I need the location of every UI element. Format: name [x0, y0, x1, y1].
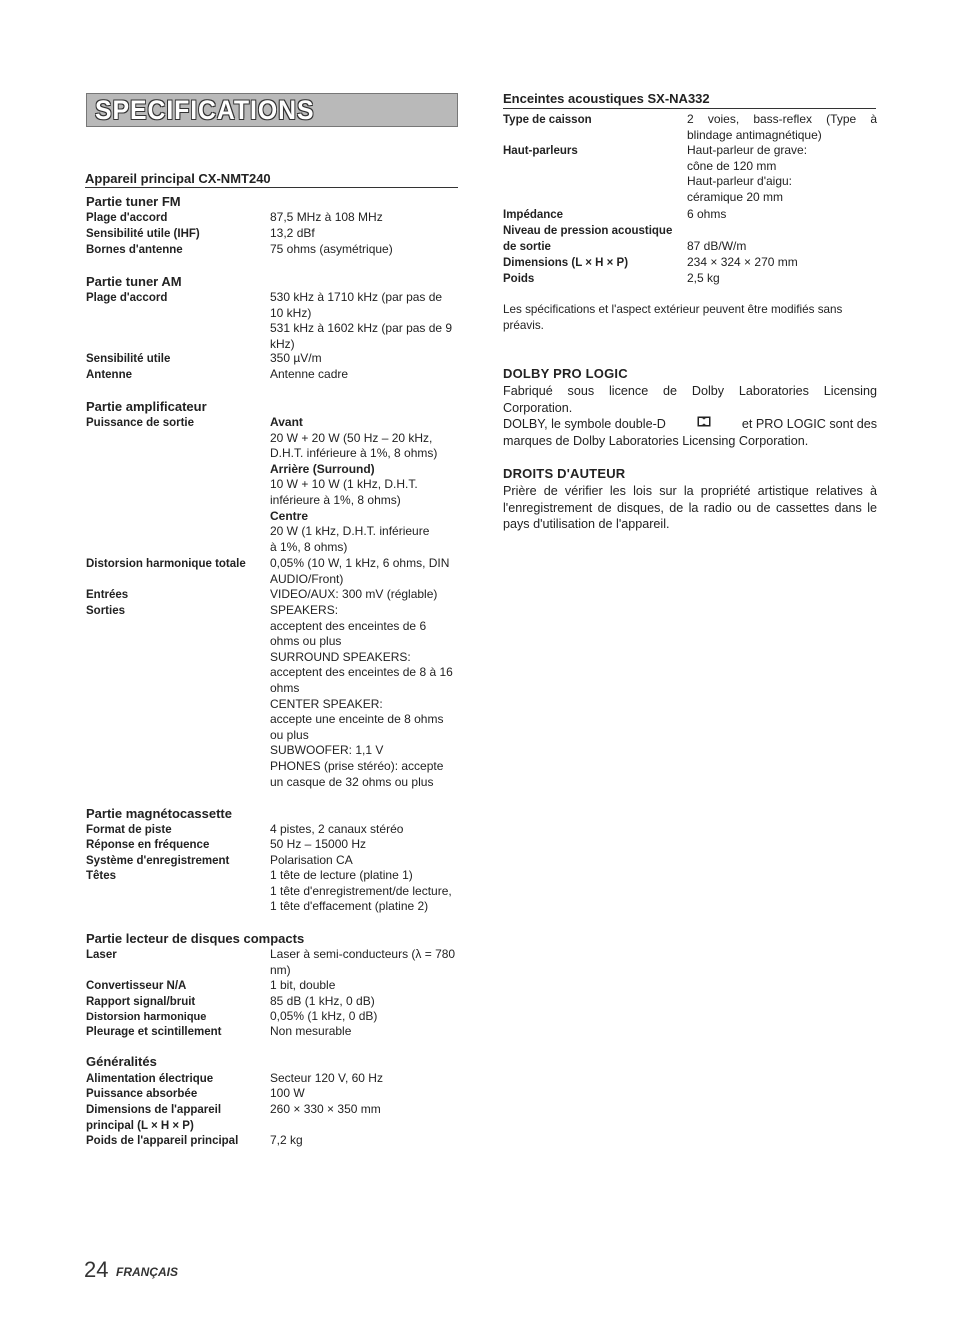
- cd-value-5: Non mesurable: [270, 1024, 352, 1038]
- am-label-3: Antenne: [86, 369, 132, 381]
- am-value-1: 530 kHz à 1710 kHz (par pas de 10 kHz) 531 kHz à 1602 kHz (par pas de 9 kHz): [270, 290, 453, 351]
- tape-value-4: 1 tête de lecture (platine 1) 1 tête d'enregistrement/de lecture, 1 tête d'effacement (platine 2): [270, 868, 452, 914]
- tape-value-2: 50 Hz – 15000 Hz: [270, 837, 367, 851]
- speakers-dims-value: 234 × 324 × 270 mm: [687, 255, 798, 269]
- cd-value-2: 1 bit, double: [270, 978, 336, 992]
- general-value-2: 100 W: [270, 1086, 305, 1100]
- speakers-weight-value: 2,5 kg: [687, 271, 720, 285]
- tape-label-2: Réponse en fréquence: [86, 839, 210, 851]
- copyright-text: Prière de vérifier les lois sur la propriété artistique relatives à l'enregistrement de disques, de la radio ou de cassettes dans le pays d'utilisation de l'appareil.: [503, 484, 877, 531]
- fm-value-3: 75 ohms (asymétrique): [270, 242, 393, 256]
- speakers-spl-label-1: Niveau de pression acoustique: [503, 225, 673, 237]
- specifications-banner: [86, 93, 458, 127]
- amp-inputs-label: Entrées: [86, 589, 129, 601]
- speakers-title: Enceintes acoustiques SX-NA332: [503, 91, 710, 106]
- amp-thd-value: 0,05% (10 W, 1 kHz, 6 ohms, DIN AUDIO/Front): [270, 556, 450, 586]
- am-heading: Partie tuner AM: [86, 274, 182, 289]
- dolby-double-d-icon: [697, 416, 711, 427]
- am-label-2: Sensibilité utile: [86, 353, 171, 365]
- cd-label-4: Distorsion harmonique: [86, 1011, 207, 1023]
- page-number: 24: [84, 1257, 109, 1282]
- speakers-type-value: 2 voies, bass-reflex (Type à blindage antimagnétique): [687, 112, 877, 142]
- fm-label-1: Plage d'accord: [86, 212, 168, 224]
- cd-label-3: Rapport signal/bruit: [86, 996, 196, 1008]
- banner-title: SPECIFICATIONS: [95, 95, 315, 125]
- copyright-heading: DROITS D'AUTEUR: [503, 466, 626, 481]
- am-label-1: Plage d'accord: [86, 292, 168, 304]
- cd-label-5: Pleurage et scintillement: [86, 1026, 222, 1038]
- speakers-drivers-label: Haut-parleurs: [503, 145, 578, 157]
- general-value-1: Secteur 120 V, 60 Hz: [270, 1071, 383, 1085]
- amp-inputs-value: VIDEO/AUX: 300 mV (réglable): [270, 587, 438, 601]
- speakers-impedance-value: 6 ohms: [687, 207, 727, 221]
- dolby-text: Fabriqué sous licence de Dolby Laboratories Licensing Corporation. DOLBY, le symbole double-D et PRO LOGIC sont des marques de Dolby Laboratories Licensing Corporation.: [503, 384, 877, 448]
- amp-power-label: Puissance de sortie: [86, 417, 195, 429]
- tape-value-3: Polarisation CA: [270, 853, 353, 867]
- general-label-3: Dimensions de l'appareil principal (L × H × P): [86, 1104, 222, 1132]
- title-divider: [85, 187, 458, 188]
- fm-value-2: 13,2 dBf: [270, 226, 315, 240]
- fm-heading: Partie tuner FM: [86, 194, 181, 209]
- amp-outputs-label: Sorties: [86, 605, 125, 617]
- amp-power-value: Avant 20 W + 20 W (50 Hz – 20 kHz, D.H.T. inférieure à 1%, 8 ohms) Arrière (Surround) 10 W + 10 W (1 kHz, D.H.T. inférieure à 1%, 8 ohms) Centre 20 W (1 kHz, D.H.T. inférieure à 1%, 8 ohms): [270, 415, 438, 554]
- general-value-3: 260 × 330 × 350 mm: [270, 1102, 381, 1116]
- cd-value-4: 0,05% (1 kHz, 0 dB): [270, 1009, 378, 1023]
- dolby-heading: DOLBY PRO LOGIC: [503, 366, 628, 381]
- general-label-2: Puissance absorbée: [86, 1088, 198, 1100]
- main-unit-title: Appareil principal CX-NMT240: [85, 171, 271, 186]
- tape-heading: Partie magnétocassette: [86, 806, 232, 821]
- tape-label-1: Format de piste: [86, 824, 172, 836]
- fm-value-1: 87,5 MHz à 108 MHz: [270, 210, 383, 224]
- speakers-dims-label: Dimensions (L × H × P): [503, 257, 629, 269]
- tape-value-1: 4 pistes, 2 canaux stéréo: [270, 822, 404, 836]
- cd-heading: Partie lecteur de disques compacts: [86, 931, 305, 946]
- tape-label-3: Système d'enregistrement: [86, 855, 230, 867]
- cd-value-3: 85 dB (1 kHz, 0 dB): [270, 994, 375, 1008]
- specs-notice: Les spécifications et l'aspect extérieur peuvent être modifiés sans préavis.: [503, 303, 843, 332]
- fm-label-3: Bornes d'antenne: [86, 244, 183, 256]
- footer-language: FRANÇAIS: [116, 1265, 178, 1279]
- general-label-1: Alimentation électrique: [86, 1073, 214, 1085]
- am-value-2: 350 µV/m: [270, 351, 322, 365]
- amp-thd-label: Distorsion harmonique totale: [86, 558, 246, 570]
- speakers-type-label: Type de caisson: [503, 114, 592, 126]
- cd-value-1: Laser à semi-conducteurs (λ = 780 nm): [270, 947, 456, 977]
- speakers-drivers-value: Haut-parleur de grave: cône de 120 mm Haut-parleur d'aigu: céramique 20 mm: [687, 143, 808, 204]
- tape-label-4: Têtes: [86, 870, 117, 882]
- amp-heading: Partie amplificateur: [86, 399, 207, 414]
- general-value-4: 7,2 kg: [270, 1133, 303, 1147]
- cd-label-1: Laser: [86, 949, 117, 961]
- amp-outputs-value: SPEAKERS: acceptent des enceintes de 6 ohms ou plus SURROUND SPEAKERS: acceptent des enceintes de 8 à 16 ohms CENTER SPEAKER: accepte une enceinte de 8 ohms ou plus SUBWOOFER: 1,1 V PHONES (prise stéréo): accepte un casque de 32 ohms ou plus: [270, 603, 453, 789]
- cd-label-2: Convertisseur N/A: [86, 980, 187, 992]
- speakers-impedance-label: Impédance: [503, 209, 564, 221]
- fm-label-2: Sensibilité utile (IHF): [86, 228, 200, 240]
- general-label-4: Poids de l'appareil principal: [86, 1135, 239, 1147]
- speakers-spl-label-2: de sortie: [503, 241, 551, 253]
- am-value-3: Antenne cadre: [270, 367, 349, 381]
- speakers-spl-value: 87 dB/W/m: [687, 239, 747, 253]
- speakers-weight-label: Poids: [503, 273, 535, 285]
- general-heading: Généralités: [86, 1054, 157, 1069]
- speakers-divider: [503, 108, 876, 109]
